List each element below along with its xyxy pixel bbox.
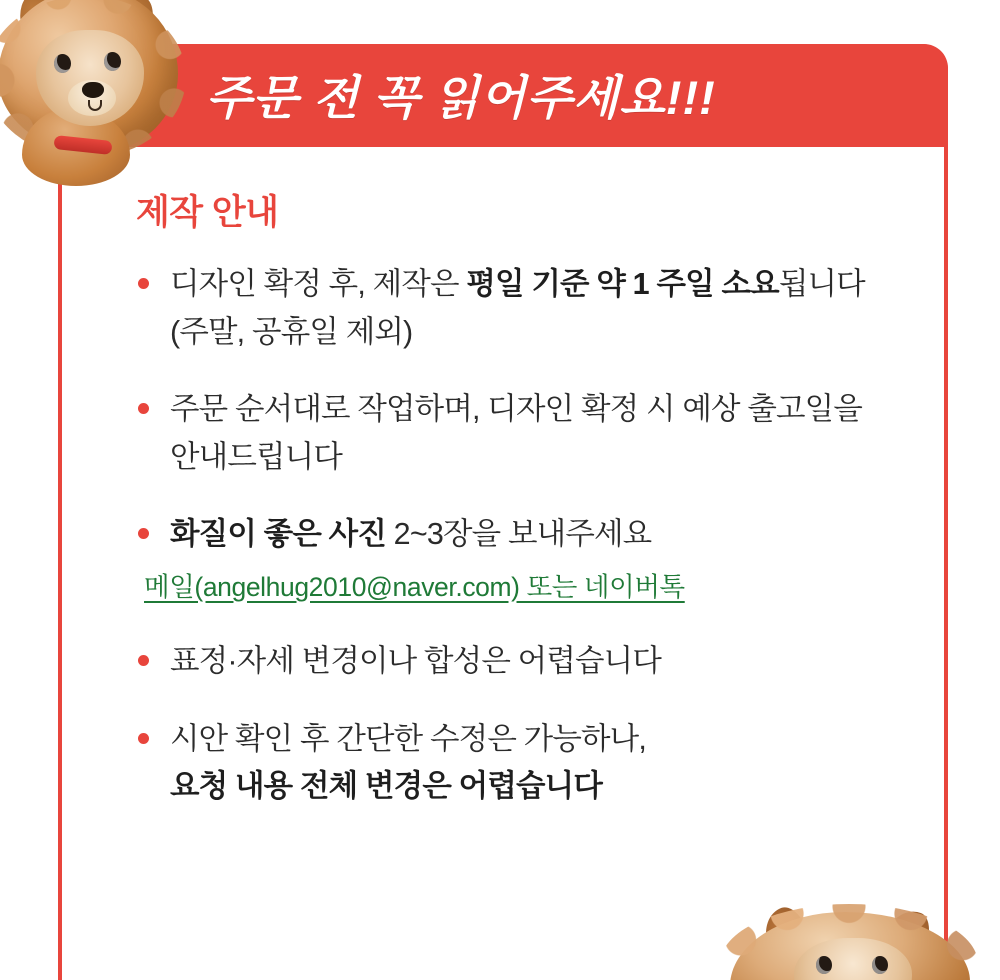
notice-banner (58, 44, 948, 147)
bullet-no-pose-change (136, 638, 896, 686)
bullet-text-bold: 평일 기준 약 1 주일 소요 (466, 267, 779, 301)
bullet-order-sequence (136, 386, 896, 481)
bullet-production-lead-time (136, 261, 896, 356)
section-title: 제작 안내 (136, 193, 279, 232)
dog-ear-left (11, 0, 69, 43)
bullet-text-bold: 요청 내용 전체 변경은 어렵습니다 (170, 769, 602, 804)
bullet-text-tail: 됩니다 (주말, 공휴일 제외) (170, 267, 865, 349)
bullet-text-bold: 화질이 좋은 사진 (170, 517, 386, 552)
contact-email-link[interactable]: 메일(angelhug2010@naver.com) 또는 네이버톡 (144, 571, 685, 602)
bullet-text-tail: 2~3장을 보내주세요 (386, 517, 652, 552)
bullet-text-lead: 디자인 확정 후, 제작은 (170, 267, 467, 301)
bullet-photo-quality (136, 511, 896, 608)
notice-body (58, 147, 948, 980)
bullet-text-lead: 주문 순서대로 작업하며, 디자인 확정 시 예상 출고일을 안내드립니다 (170, 392, 862, 474)
bullet-text-lead: 표정·자세 변경이나 합성은 어렵습니다 (170, 644, 661, 679)
bullet-minor-revision-only (136, 716, 896, 811)
dog-ear-right (103, 0, 160, 46)
banner-title: 주문 전 꼭 읽어주세요!!! (206, 70, 716, 124)
bullet-text-lead: 시안 확인 후 간단한 수정은 가능하나, (170, 721, 646, 756)
